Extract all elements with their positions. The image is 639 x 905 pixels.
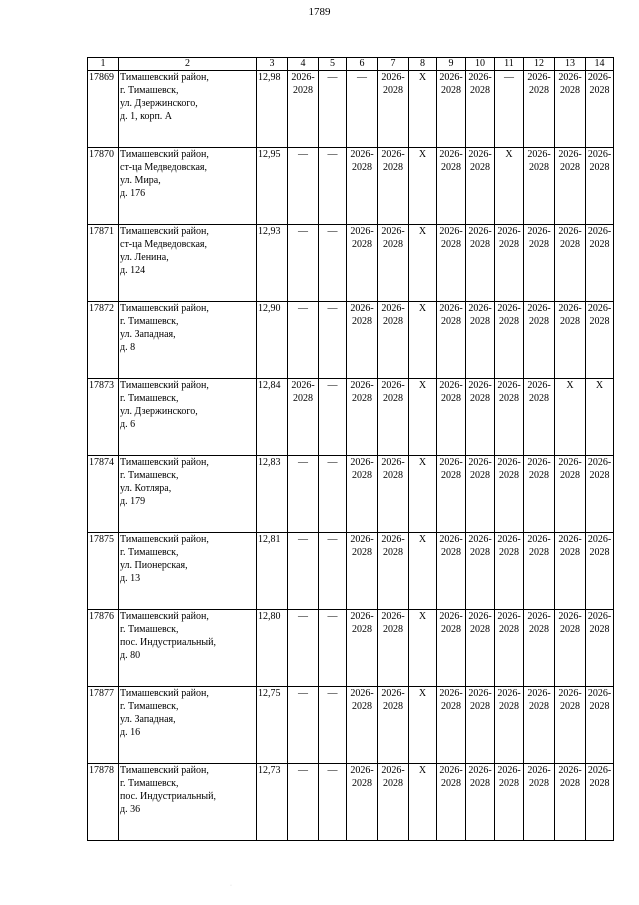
address-line: пос. Индустриальный, bbox=[120, 791, 216, 802]
period-cell: 2026- 2028 bbox=[586, 456, 614, 533]
period-cell: 2026- 2028 bbox=[378, 379, 409, 456]
row-number: 17877 bbox=[88, 687, 119, 764]
period-cell: Х bbox=[409, 225, 437, 302]
period-cell: 2026- 2028 bbox=[437, 533, 466, 610]
period-cell: 2026- 2028 bbox=[555, 71, 586, 148]
period-cell: 2026- 2028 bbox=[288, 379, 319, 456]
address-line: г. Тимашевск, bbox=[120, 624, 179, 635]
period-cell: 2026- 2028 bbox=[466, 71, 495, 148]
period-cell: 2026- 2028 bbox=[586, 687, 614, 764]
table-row bbox=[88, 533, 614, 610]
period-cell: 2026- 2028 bbox=[524, 533, 555, 610]
period-cell: 2026- 2028 bbox=[495, 610, 524, 687]
period-cell: 2026- 2028 bbox=[437, 379, 466, 456]
value-cell: 12,95 bbox=[257, 148, 288, 225]
value-cell: 12,98 bbox=[257, 71, 288, 148]
period-cell: — bbox=[319, 71, 347, 148]
period-cell: 2026- 2028 bbox=[555, 456, 586, 533]
period-cell: 2026- 2028 bbox=[495, 225, 524, 302]
period-cell: 2026- 2028 bbox=[347, 764, 378, 841]
header-row bbox=[88, 58, 614, 71]
row-number: 17869 bbox=[88, 71, 119, 148]
period-cell: 2026- 2028 bbox=[524, 687, 555, 764]
address-line: д. 1, корп. А bbox=[120, 111, 173, 122]
period-cell: Х bbox=[409, 302, 437, 379]
period-cell: — bbox=[495, 71, 524, 148]
period-cell: — bbox=[319, 148, 347, 225]
value-cell: 12,75 bbox=[257, 687, 288, 764]
value-cell: 12,93 bbox=[257, 225, 288, 302]
address-line: д. 80 bbox=[120, 650, 141, 661]
period-cell: 2026- 2028 bbox=[524, 71, 555, 148]
period-cell: 2026- 2028 bbox=[466, 764, 495, 841]
header-cell: 14 bbox=[586, 58, 614, 71]
table-row bbox=[88, 379, 614, 456]
address-line: г. Тимашевск, bbox=[120, 547, 179, 558]
address-line: д. 176 bbox=[120, 188, 146, 199]
period-cell: — bbox=[288, 764, 319, 841]
row-number: 17871 bbox=[88, 225, 119, 302]
value-cell: 12,73 bbox=[257, 764, 288, 841]
data-table bbox=[87, 57, 614, 841]
address-line: г. Тимашевск, bbox=[120, 701, 179, 712]
row-number: 17878 bbox=[88, 764, 119, 841]
address-line: д. 6 bbox=[120, 419, 136, 430]
value-cell: 12,84 bbox=[257, 379, 288, 456]
period-cell: 2026- 2028 bbox=[347, 687, 378, 764]
table-row bbox=[88, 687, 614, 764]
address-line: Тимашевский район, bbox=[120, 303, 209, 314]
period-cell: 2026- 2028 bbox=[378, 764, 409, 841]
period-cell: 2026- 2028 bbox=[437, 71, 466, 148]
header-cell: 7 bbox=[378, 58, 409, 71]
period-cell: — bbox=[288, 225, 319, 302]
period-cell: 2026- 2028 bbox=[466, 610, 495, 687]
address-line: г. Тимашевск, bbox=[120, 85, 179, 96]
period-cell: 2026- 2028 bbox=[437, 687, 466, 764]
address-cell bbox=[119, 610, 257, 687]
address-cell bbox=[119, 379, 257, 456]
period-cell: Х bbox=[586, 379, 614, 456]
header-cell: 6 bbox=[347, 58, 378, 71]
address-line: г. Тимашевск, bbox=[120, 470, 179, 481]
address-line: пос. Индустриальный, bbox=[120, 637, 216, 648]
period-cell: 2026- 2028 bbox=[495, 456, 524, 533]
period-cell: 2026- 2028 bbox=[437, 456, 466, 533]
address-cell bbox=[119, 71, 257, 148]
period-cell: Х bbox=[409, 764, 437, 841]
table-row bbox=[88, 302, 614, 379]
period-cell: Х bbox=[409, 533, 437, 610]
period-cell: 2026- 2028 bbox=[466, 379, 495, 456]
value-cell: 12,81 bbox=[257, 533, 288, 610]
period-cell: 2026- 2028 bbox=[555, 225, 586, 302]
period-cell: 2026- 2028 bbox=[555, 148, 586, 225]
period-cell: 2026- 2028 bbox=[466, 302, 495, 379]
address-line: Тимашевский район, bbox=[120, 380, 209, 391]
table-row bbox=[88, 764, 614, 841]
address-cell bbox=[119, 148, 257, 225]
period-cell: — bbox=[319, 302, 347, 379]
header-cell: 3 bbox=[257, 58, 288, 71]
period-cell: 2026- 2028 bbox=[555, 533, 586, 610]
period-cell: Х bbox=[409, 148, 437, 225]
address-line: ул. Дзержинского, bbox=[120, 98, 198, 109]
period-cell: Х bbox=[409, 456, 437, 533]
period-cell: 2026- 2028 bbox=[347, 379, 378, 456]
header-cell: 2 bbox=[119, 58, 257, 71]
period-cell: Х bbox=[555, 379, 586, 456]
period-cell: 2026- 2028 bbox=[555, 610, 586, 687]
period-cell: 2026- 2028 bbox=[378, 533, 409, 610]
table-row bbox=[88, 610, 614, 687]
period-cell: — bbox=[319, 379, 347, 456]
address-line: д. 36 bbox=[120, 804, 141, 815]
period-cell: Х bbox=[409, 379, 437, 456]
address-line: ул. Дзержинского, bbox=[120, 406, 198, 417]
header-cell: 4 bbox=[288, 58, 319, 71]
period-cell: 2026- 2028 bbox=[524, 610, 555, 687]
period-cell: 2026- 2028 bbox=[347, 533, 378, 610]
table-row bbox=[88, 225, 614, 302]
address-line: д. 13 bbox=[120, 573, 141, 584]
period-cell: 2026- 2028 bbox=[524, 456, 555, 533]
address-line: Тимашевский район, bbox=[120, 72, 209, 83]
period-cell: — bbox=[288, 148, 319, 225]
address-line: Тимашевский район, bbox=[120, 457, 209, 468]
period-cell: — bbox=[319, 764, 347, 841]
header-cell: 5 bbox=[319, 58, 347, 71]
period-cell: 2026- 2028 bbox=[466, 687, 495, 764]
table-row bbox=[88, 456, 614, 533]
address-line: ст-ца Медведовская, bbox=[120, 239, 207, 250]
period-cell: 2026- 2028 bbox=[437, 302, 466, 379]
row-number: 17872 bbox=[88, 302, 119, 379]
value-cell: 12,90 bbox=[257, 302, 288, 379]
period-cell: 2026- 2028 bbox=[586, 71, 614, 148]
table-row bbox=[88, 148, 614, 225]
row-number: 17875 bbox=[88, 533, 119, 610]
address-line: ул. Мира, bbox=[120, 175, 161, 186]
address-cell bbox=[119, 456, 257, 533]
period-cell: — bbox=[319, 533, 347, 610]
address-line: д. 124 bbox=[120, 265, 146, 276]
period-cell: 2026- 2028 bbox=[347, 225, 378, 302]
address-line: Тимашевский район, bbox=[120, 149, 209, 160]
period-cell: — bbox=[288, 456, 319, 533]
period-cell: 2026- 2028 bbox=[378, 610, 409, 687]
period-cell: 2026- 2028 bbox=[495, 379, 524, 456]
period-cell: 2026- 2028 bbox=[524, 225, 555, 302]
period-cell: 2026- 2028 bbox=[437, 610, 466, 687]
period-cell: 2026- 2028 bbox=[495, 764, 524, 841]
period-cell: 2026- 2028 bbox=[495, 302, 524, 379]
period-cell: 2026- 2028 bbox=[555, 764, 586, 841]
period-cell: Х bbox=[409, 610, 437, 687]
header-cell: 9 bbox=[437, 58, 466, 71]
period-cell: 2026- 2028 bbox=[524, 148, 555, 225]
address-line: Тимашевский район, bbox=[120, 688, 209, 699]
header-cell: 10 bbox=[466, 58, 495, 71]
period-cell: 2026- 2028 bbox=[495, 687, 524, 764]
address-cell bbox=[119, 225, 257, 302]
period-cell: 2026- 2028 bbox=[378, 71, 409, 148]
address-line: Тимашевский район, bbox=[120, 611, 209, 622]
period-cell: 2026- 2028 bbox=[466, 225, 495, 302]
address-cell bbox=[119, 764, 257, 841]
period-cell: 2026- 2028 bbox=[437, 225, 466, 302]
period-cell: 2026- 2028 bbox=[524, 302, 555, 379]
value-cell: 12,83 bbox=[257, 456, 288, 533]
address-line: г. Тимашевск, bbox=[120, 393, 179, 404]
period-cell: 2026- 2028 bbox=[347, 302, 378, 379]
period-cell: 2026- 2028 bbox=[437, 764, 466, 841]
address-line: Тимашевский район, bbox=[120, 226, 209, 237]
header-cell: 12 bbox=[524, 58, 555, 71]
address-line: д. 16 bbox=[120, 727, 141, 738]
address-cell bbox=[119, 687, 257, 764]
table-row bbox=[88, 71, 614, 148]
address-line: д. 179 bbox=[120, 496, 146, 507]
period-cell: — bbox=[319, 610, 347, 687]
period-cell: Х bbox=[409, 71, 437, 148]
period-cell: 2026- 2028 bbox=[466, 456, 495, 533]
scan-mark: · bbox=[230, 883, 232, 889]
period-cell: 2026- 2028 bbox=[555, 687, 586, 764]
header-cell: 11 bbox=[495, 58, 524, 71]
period-cell: 2026- 2028 bbox=[586, 148, 614, 225]
period-cell: 2026- 2028 bbox=[378, 225, 409, 302]
row-number: 17874 bbox=[88, 456, 119, 533]
period-cell: 2026- 2028 bbox=[586, 302, 614, 379]
period-cell: 2026- 2028 bbox=[378, 687, 409, 764]
address-line: ул. Западная, bbox=[120, 329, 176, 340]
period-cell: — bbox=[288, 533, 319, 610]
period-cell: 2026- 2028 bbox=[378, 302, 409, 379]
period-cell: 2026- 2028 bbox=[288, 71, 319, 148]
row-number: 17870 bbox=[88, 148, 119, 225]
period-cell: 2026- 2028 bbox=[347, 456, 378, 533]
period-cell: 2026- 2028 bbox=[586, 225, 614, 302]
row-number: 17876 bbox=[88, 610, 119, 687]
period-cell: — bbox=[347, 71, 378, 148]
period-cell: 2026- 2028 bbox=[495, 533, 524, 610]
period-cell: — bbox=[288, 610, 319, 687]
address-line: г. Тимашевск, bbox=[120, 316, 179, 327]
period-cell: Х bbox=[495, 148, 524, 225]
period-cell: 2026- 2028 bbox=[347, 610, 378, 687]
page-number: 1789 bbox=[308, 6, 331, 18]
period-cell: — bbox=[288, 687, 319, 764]
header-cell: 8 bbox=[409, 58, 437, 71]
header-cell: 1 bbox=[88, 58, 119, 71]
period-cell: 2026- 2028 bbox=[524, 764, 555, 841]
address-line: Тимашевский район, bbox=[120, 765, 209, 776]
address-line: ул. Пионерская, bbox=[120, 560, 188, 571]
period-cell: 2026- 2028 bbox=[378, 148, 409, 225]
period-cell: — bbox=[319, 687, 347, 764]
period-cell: 2026- 2028 bbox=[466, 533, 495, 610]
address-cell bbox=[119, 302, 257, 379]
period-cell: 2026- 2028 bbox=[466, 148, 495, 225]
address-line: Тимашевский район, bbox=[120, 534, 209, 545]
address-line: ул. Ленина, bbox=[120, 252, 169, 263]
period-cell: 2026- 2028 bbox=[586, 764, 614, 841]
address-line: д. 8 bbox=[120, 342, 136, 353]
period-cell: Х bbox=[409, 687, 437, 764]
row-number: 17873 bbox=[88, 379, 119, 456]
period-cell: — bbox=[319, 456, 347, 533]
header-cell: 13 bbox=[555, 58, 586, 71]
address-line: ул. Западная, bbox=[120, 714, 176, 725]
address-line: ст-ца Медведовская, bbox=[120, 162, 207, 173]
address-line: г. Тимашевск, bbox=[120, 778, 179, 789]
period-cell: — bbox=[288, 302, 319, 379]
period-cell: 2026- 2028 bbox=[555, 302, 586, 379]
value-cell: 12,80 bbox=[257, 610, 288, 687]
address-line: ул. Котляра, bbox=[120, 483, 172, 494]
period-cell: — bbox=[319, 225, 347, 302]
period-cell: 2026- 2028 bbox=[586, 610, 614, 687]
period-cell: 2026- 2028 bbox=[437, 148, 466, 225]
period-cell: 2026- 2028 bbox=[378, 456, 409, 533]
address-cell bbox=[119, 533, 257, 610]
period-cell: 2026- 2028 bbox=[586, 533, 614, 610]
period-cell: 2026- 2028 bbox=[347, 148, 378, 225]
period-cell: 2026- 2028 bbox=[524, 379, 555, 456]
